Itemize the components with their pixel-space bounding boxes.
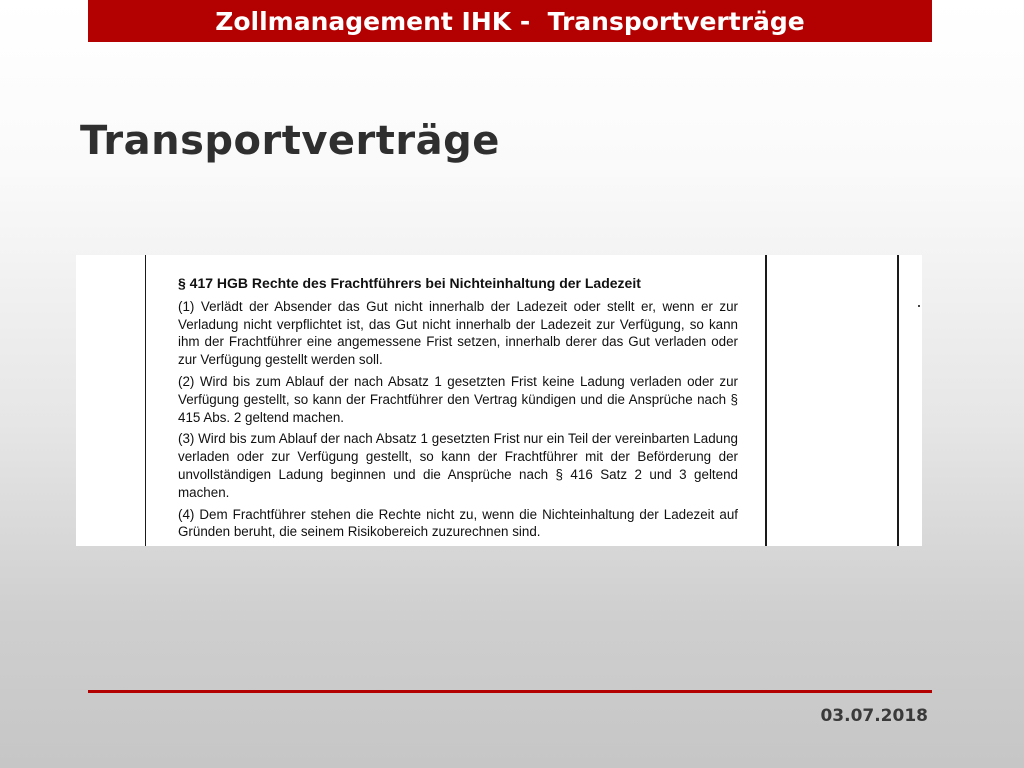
scan-border-middle <box>765 255 767 546</box>
header-title: Zollmanagement IHK - Transportverträge <box>215 6 805 36</box>
slide-title: Transportverträge <box>80 118 500 164</box>
scan-border-left <box>145 255 146 546</box>
law-paragraph-2: (2) Wird bis zum Ablauf der nach Absatz 1 gesetzten Frist keine Ladung verladen oder zur Verfügung gestellt, so kann der Frachtführer den Vertrag kündigen und die Ansprüche nach § 415 Abs. 2 geltend machen. <box>178 373 738 425</box>
footer-divider <box>88 690 932 693</box>
scan-border-right <box>897 255 899 546</box>
law-paragraph-1: (1) Verlädt der Absender das Gut nicht innerhalb der Ladezeit oder stellt er, wenn er zur Verladung nicht verpflichtet ist, das Gut nicht innerhalb der Ladezeit zur Verfügung, so kann ihm der Frachtführer eine angemessene Frist setzen, innerhalb derer das Gut verladen oder zur Verfügung gestellt werden soll. <box>178 298 738 368</box>
header-bar <box>88 0 932 42</box>
law-heading: § 417 HGB Rechte des Frachtführers bei Nichteinhaltung der Ladezeit <box>178 275 641 291</box>
law-paragraph-4: (4) Dem Frachtführer stehen die Rechte nicht zu, wenn die Nichteinhaltung der Ladezeit auf Gründen beruht, die seinem Risikobereich zuzurechnen sind. <box>178 506 738 540</box>
law-paragraph-3: (3) Wird bis zum Ablauf der nach Absatz 1 gesetzten Frist nur ein Teil der vereinbarten Ladung verladen oder zur Verfügung gestellt, so kann der Frachtführer mit der Beförderung der unvollständigen Ladung beginnen und die Ansprüche nach § 416 Satz 2 und 3 geltend machen. <box>178 431 738 500</box>
law-excerpt-image <box>76 255 922 546</box>
footer-date: 03.07.2018 <box>820 706 928 726</box>
law-text <box>178 275 738 545</box>
scan-speck <box>918 305 920 307</box>
